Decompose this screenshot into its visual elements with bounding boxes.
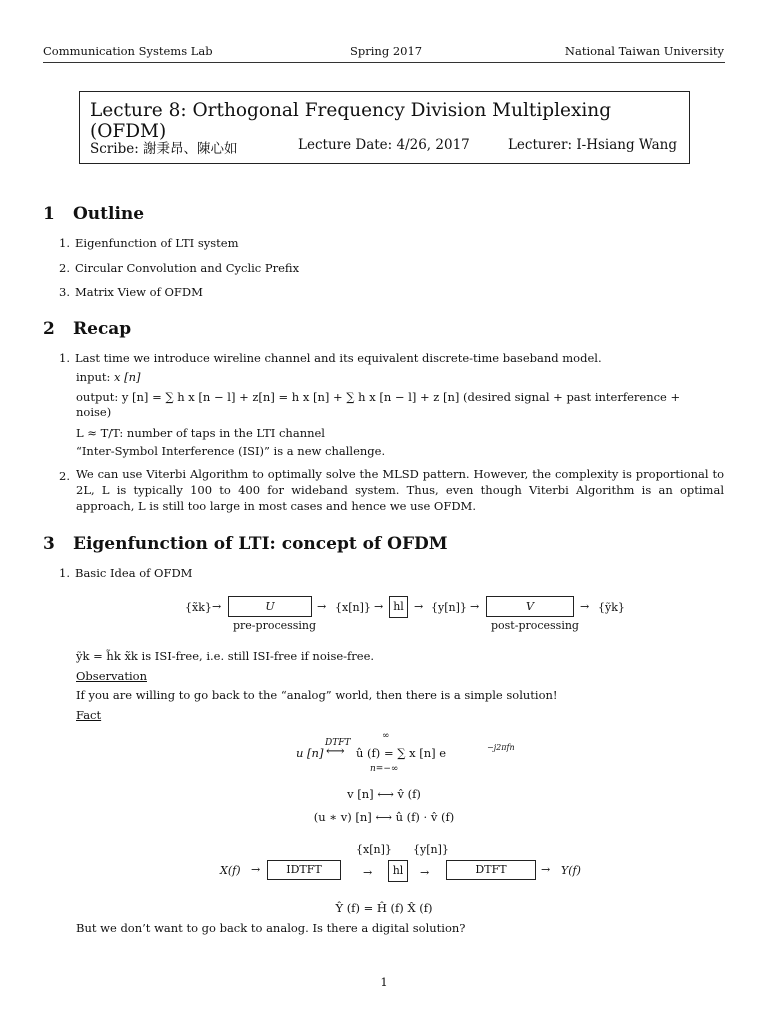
section-title: Recap bbox=[73, 319, 132, 339]
header-center: Spring 2017 bbox=[350, 44, 423, 58]
eq2: v [n] ⟷ v̂ (f) bbox=[347, 787, 421, 801]
isi-line: “Inter-Symbol Interference (ISI)” is a new challenge. bbox=[76, 444, 386, 458]
outline-item-1: Eigenfunction of LTI system bbox=[75, 236, 239, 250]
block-h2 bbox=[388, 860, 408, 882]
block-u bbox=[228, 596, 312, 617]
diagram1-yn: {y[n]} bbox=[431, 601, 467, 614]
section-title: Outline bbox=[73, 204, 145, 224]
block-h bbox=[389, 596, 408, 618]
block-h2-label: hl bbox=[392, 864, 404, 877]
eq1-exponent: −j2πfn bbox=[487, 743, 515, 752]
observation-text: If you are willing to go back to the “analog” world, then there is a simple solution! bbox=[76, 688, 558, 702]
arrow-icon: → bbox=[414, 600, 424, 613]
block-dtft bbox=[446, 860, 536, 880]
header-rule bbox=[43, 62, 725, 63]
post-processing-caption: post-processing bbox=[491, 619, 579, 632]
list-item: 3. Matrix View of OFDM bbox=[59, 285, 203, 299]
block-v bbox=[486, 596, 574, 617]
eq1-left bbox=[296, 746, 323, 760]
section-eigen-heading bbox=[43, 534, 448, 554]
isi-free-line: ỹk = h̃k x̃k is ISI-free, i.e. still ISI-free if noise-free. bbox=[76, 649, 375, 663]
input-expr: x [n] bbox=[114, 370, 141, 384]
output-line bbox=[76, 389, 724, 406]
biarrow-icon: ⟷ bbox=[326, 744, 345, 759]
page-number: 1 bbox=[380, 975, 388, 989]
output-expr: y [n] = ∑ h x [n − l] + z[n] = h x [n] + ∑ h x [n − l] + z [n] (desired signal + past interference + bbox=[121, 390, 681, 404]
arrow-icon: → bbox=[470, 600, 480, 613]
header-left: Communication Systems Lab bbox=[43, 44, 213, 58]
block-idtft bbox=[267, 860, 341, 880]
block-u-label: U bbox=[265, 600, 275, 613]
outline-item-2: Circular Convolution and Cyclic Prefix bbox=[75, 261, 300, 275]
eq4: Ŷ (f) = Ĥ (f) X̂ (f) bbox=[335, 901, 433, 915]
block-v-label: V bbox=[526, 600, 534, 613]
arrow-icon: → bbox=[541, 863, 551, 876]
header-right: National Taiwan University bbox=[564, 44, 724, 58]
outline-item-3: Matrix View of OFDM bbox=[75, 285, 203, 299]
pre-processing-caption: pre-processing bbox=[233, 619, 317, 632]
input-line bbox=[76, 369, 141, 386]
block-dtft-label: DTFT bbox=[475, 863, 507, 876]
recap-item-2: We can use Viterbi Algorithm to optimally solve the MLSD pattern. However, the complexity is proportional to 2L, L is typically 100 to 400 for wideband system. Thus, even though Viterbi Algorithm is an optimal approach, L is still too large in most cases and hence we use OFDM. bbox=[76, 467, 724, 513]
lecture-title: Lecture 8: Orthogonal Frequency Division Multiplexing (OFDM) bbox=[90, 100, 612, 142]
eigen-item-1: Basic Idea of OFDM bbox=[75, 566, 193, 580]
diagram1-xn: {x[n]} bbox=[335, 601, 371, 614]
arrow-icon: → bbox=[374, 600, 384, 613]
diagram1-input: {x̃k} bbox=[185, 601, 212, 614]
diagram2-input: X(f) bbox=[220, 864, 241, 877]
section-title: Eigenfunction of LTI: concept of OFDM bbox=[73, 534, 448, 554]
list-item: 1. Last time we introduce wireline channel and its equivalent discrete-time baseband model. bbox=[59, 351, 602, 365]
block-idtft-label: IDTFT bbox=[286, 863, 322, 876]
arrow-icon: → bbox=[251, 863, 261, 876]
sum-top: ∞ bbox=[382, 731, 390, 741]
list-item: 2. Circular Convolution and Cyclic Prefix bbox=[59, 261, 300, 275]
block-h-label: hl bbox=[393, 600, 404, 613]
lecture-date: Lecture Date: 4/26, 2017 bbox=[298, 137, 470, 153]
diagram2-yn-label: {y[n]} bbox=[413, 843, 449, 856]
closing-text: But we don’t want to go back to analog. Is there a digital solution? bbox=[76, 921, 466, 935]
eq1-arrow-label: DTFT bbox=[325, 738, 351, 748]
output-label: output: bbox=[76, 390, 119, 404]
sum-bottom: n=−∞ bbox=[370, 764, 399, 774]
section-number: 1 bbox=[43, 204, 55, 224]
arrow-icon: → bbox=[212, 600, 222, 613]
recap-item-1: Last time we introduce wireline channel and its equivalent discrete-time baseband model. bbox=[75, 351, 602, 365]
diagram1-output: {ỹk} bbox=[598, 601, 625, 614]
arrow-icon: → bbox=[363, 866, 373, 879]
eq3: (u ∗ v) [n] ⟷ û (f) · v̂ (f) bbox=[313, 810, 455, 824]
list-item: 1. Eigenfunction of LTI system bbox=[59, 236, 239, 250]
diagram2-xn-label: {x[n]} bbox=[356, 843, 392, 856]
output-cont: noise) bbox=[76, 405, 112, 419]
observation-label: Observation bbox=[76, 669, 147, 683]
section-outline-heading bbox=[43, 204, 144, 224]
arrow-icon: → bbox=[420, 866, 430, 879]
section-number: 2 bbox=[43, 319, 55, 339]
arrow-icon: → bbox=[580, 600, 590, 613]
diagram2-output: Y(f) bbox=[561, 864, 581, 877]
scribe-label: Scribe: 謝秉昂、陳心如 bbox=[90, 141, 238, 157]
list-item: 2. bbox=[59, 469, 70, 483]
arrow-icon: → bbox=[317, 600, 327, 613]
taps-line: L ≈ T/T: number of taps in the LTI channel bbox=[76, 426, 325, 440]
fact-label: Fact bbox=[76, 708, 102, 722]
section-number: 3 bbox=[43, 534, 55, 554]
eq1-left-expr: u [n] bbox=[296, 746, 324, 760]
input-label: input: bbox=[76, 370, 111, 384]
list-item: 1. Basic Idea of OFDM bbox=[59, 566, 193, 580]
eq1-right: û (f) = ∑ x [n] e bbox=[356, 746, 447, 760]
title-box bbox=[79, 91, 690, 164]
section-recap-heading bbox=[43, 319, 131, 339]
lecturer: Lecturer: I-Hsiang Wang bbox=[507, 137, 677, 153]
